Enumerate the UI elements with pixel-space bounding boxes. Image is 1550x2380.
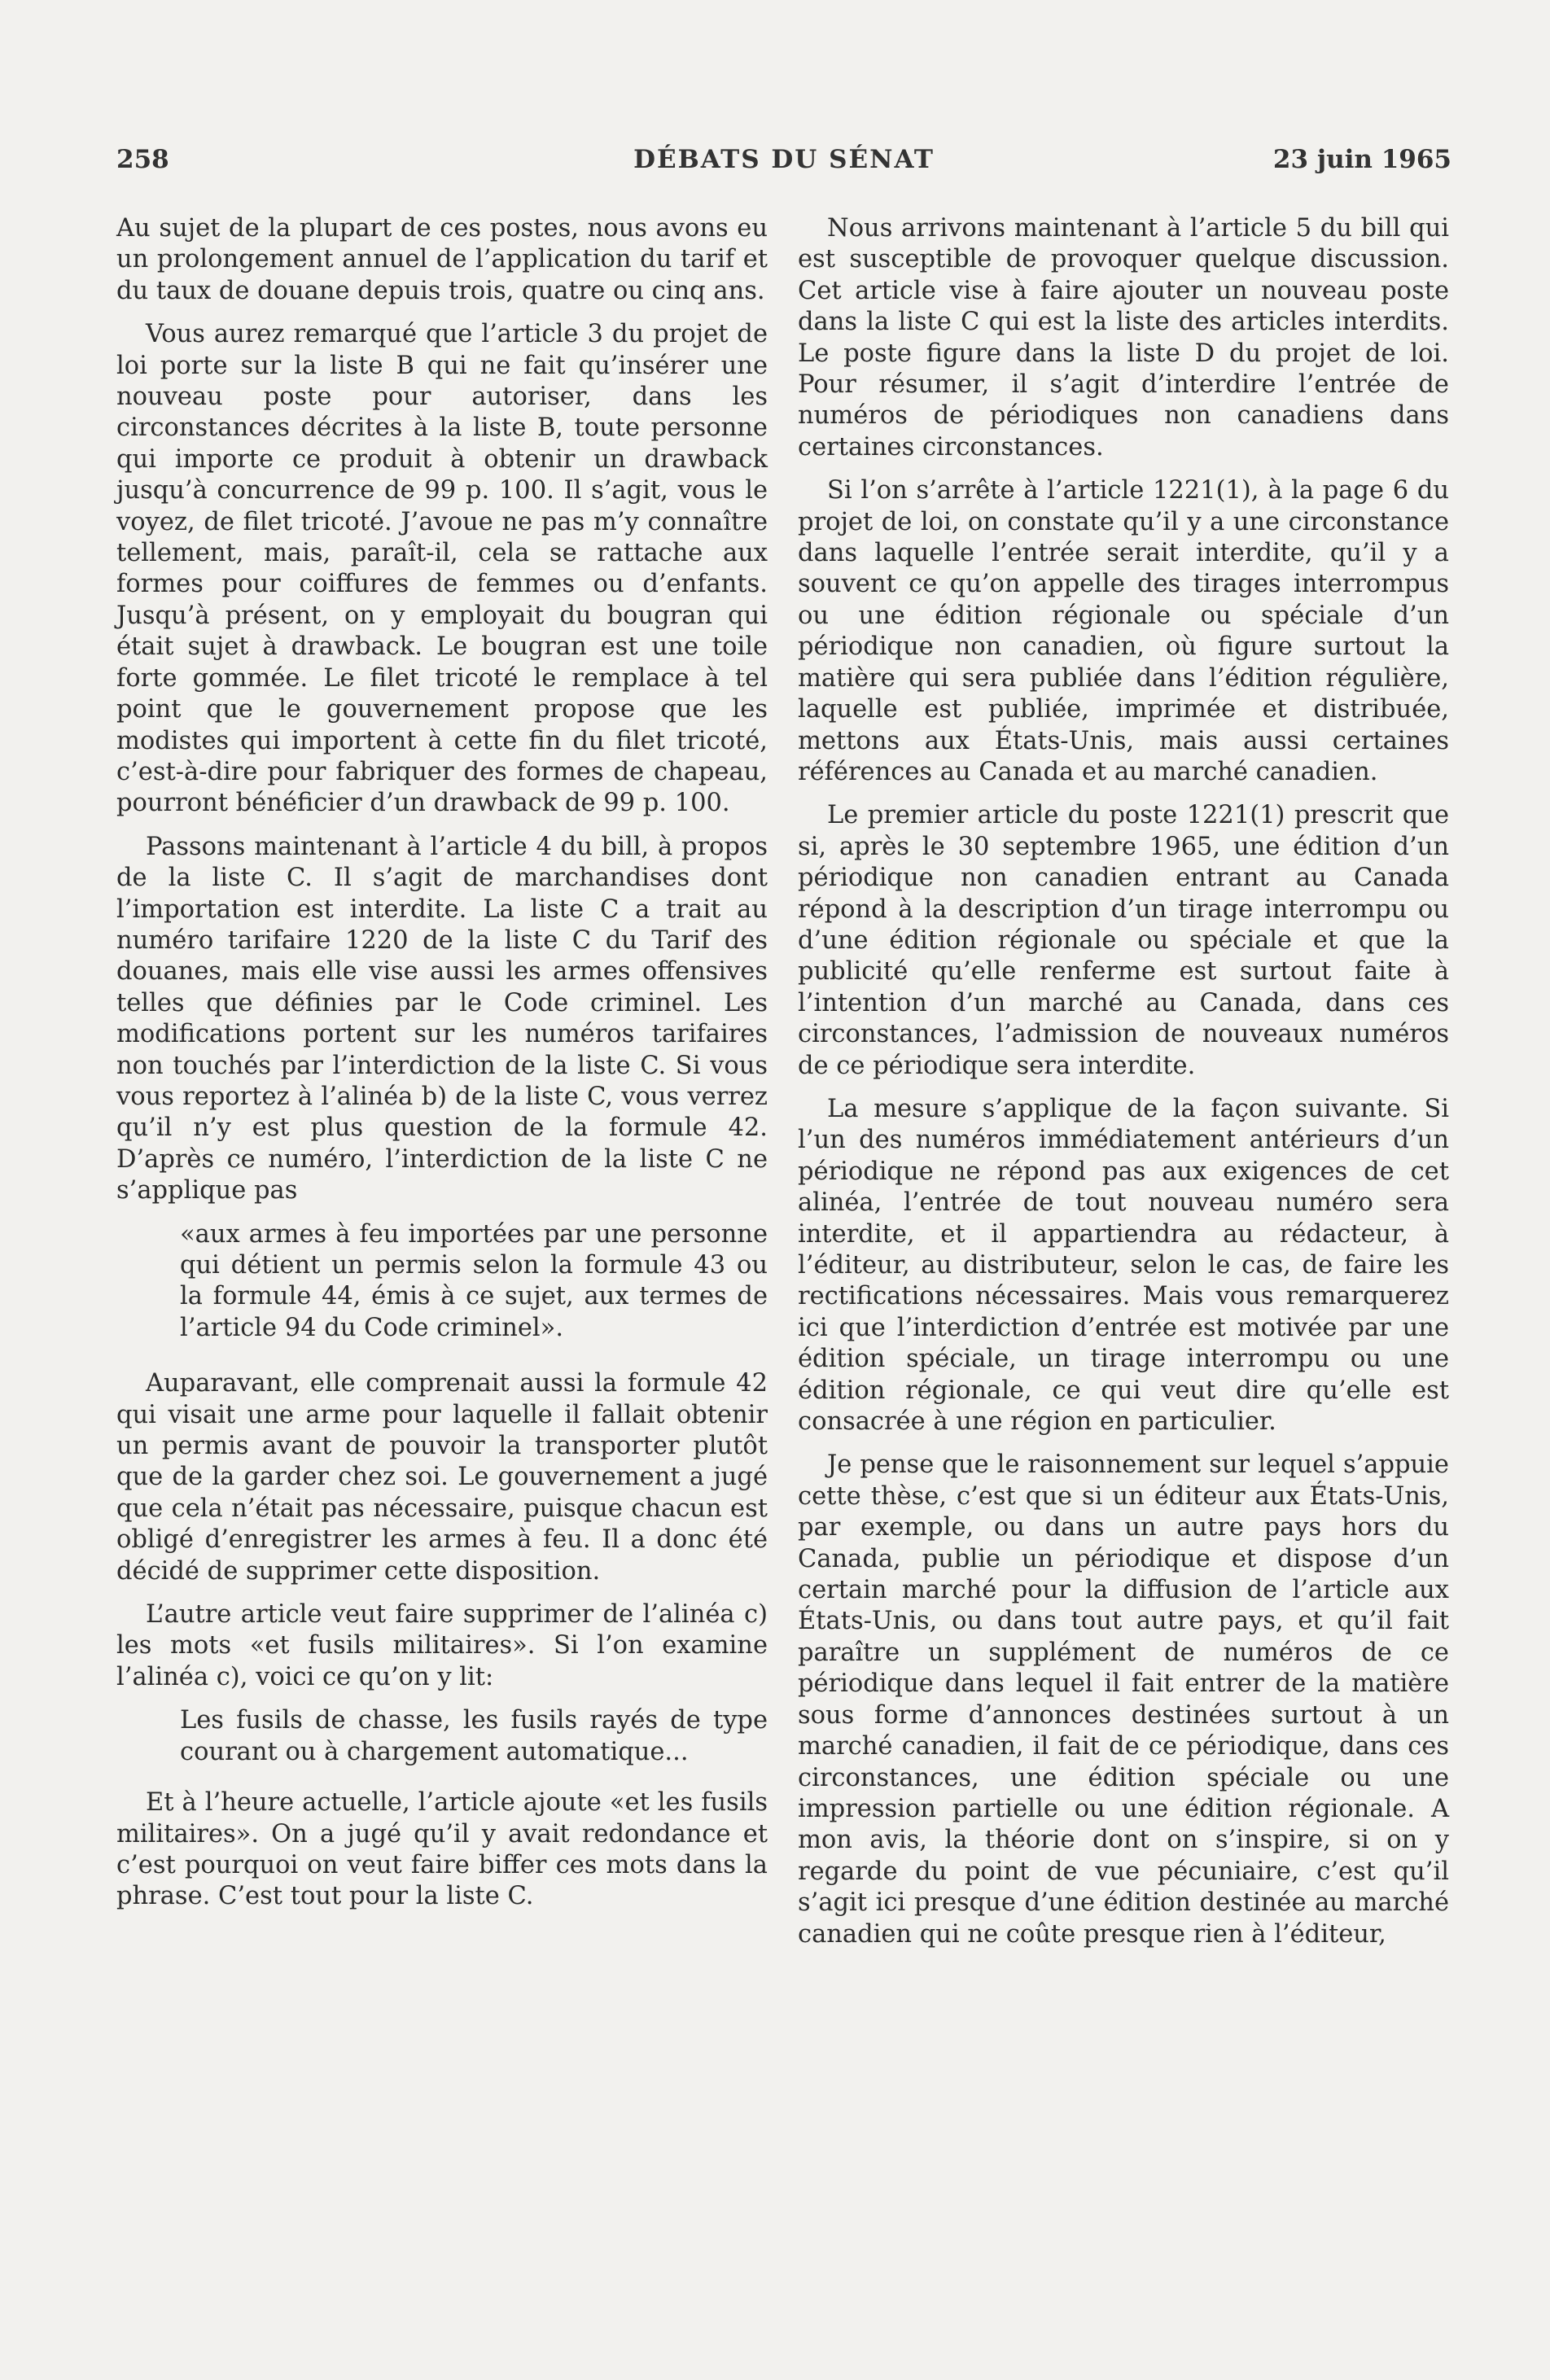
right-column (798, 213, 1449, 1962)
paragraph: Et à l’heure actuelle, l’article ajoute «et les fusils militaires». On a jugé qu’il y avait redondance et c’est pourquoi on veut faire biffer ces mots dans la phrase. C’est tout pour la liste C. (116, 1788, 768, 1911)
page-header (116, 145, 1451, 181)
paragraph: Passons maintenant à l’article 4 du bill, à propos de la liste C. Il s’agit de marchandises dont l’importation est interdite. La liste C a trait au numéro tarifaire 1220 de la liste C du Tarif des douanes, mais elle vise aussi les armes offensives telles que définies par le Code criminel. Les modifications portent sur les numéros tarifaires non touchés par l’interdiction de la liste C. Si vous vous reportez à l’alinéa b) de la liste C, vous verrez qu’il n’y est plus question de la formule 42. D’après ce numéro, l’interdiction de la liste C ne s’applique pas (116, 832, 768, 1205)
paragraph: L’autre article veut faire supprimer de l’alinéa c) les mots «et fusils militaires». Si l’on examine l’alinéa c), voici ce qu’on y lit: (116, 1600, 768, 1691)
left-column (116, 213, 768, 1925)
paragraph: Le premier article du poste 1221(1) prescrit que si, après le 30 septembre 1965, une édition d’un périodique non canadien entrant au Canada répond à la description d’un tirage interrompu ou d’une édition régionale ou spéciale et que la publicité qu’elle renferme est surtout faite à l’intention d’un marché au Canada, dans ces circonstances, l’admission de nouveaux numéros de ce périodique sera interdite. (798, 801, 1449, 1080)
publication-title: DÉBATS DU SÉNAT (633, 145, 935, 174)
paragraph: Si l’on s’arrête à l’article 1221(1), à la page 6 du projet de loi, on constate qu’il y a une circonstance dans laquelle l’entrée serait interdite, qu’il y a souvent ce qu’on appelle des tirages interrompus ou une édition régionale ou spéciale d’un périodique non canadien, où figure surtout la matière qui sera publiée dans l’édition régulière, laquelle est publiée, imprimée et distribuée, mettons aux États-Unis, mais aussi certaines références au Canada et au marché canadien. (798, 476, 1449, 786)
paragraph: Je pense que le raisonnement sur lequel s’appuie cette thèse, c’est que si un éditeur aux États-Unis, par exemple, ou dans un autre pays hors du Canada, publie un périodique et dispose d’un certain marché pour la diffusion de l’article aux États-Unis, ou dans tout autre pays, et qu’il fait paraître un supplément de numéros de ce périodique dans lequel il fait entrer de la matière sous forme d’annonces destinées surtout à un marché canadien, il fait de ce périodique, dans ces circonstances, une édition spéciale ou une impression partielle ou une édition régionale. A mon avis, la théorie dont on s’inspire, si on y regarde du point de vue pécuniaire, c’est qu’il s’agit ici presque d’une édition destinée au marché canadien qui ne coûte presque rien à l’éditeur, (798, 1450, 1449, 1949)
page-number: 258 (116, 145, 169, 174)
paragraph: La mesure s’applique de la façon suivante. Si l’un des numéros immédiatement antérieurs d’un périodique ne répond pas aux exigences de cet alinéa, l’entrée de tout nouveau numéro sera interdite, et il appartiendra au rédacteur, à l’éditeur, au distributeur, selon le cas, de faire les rectifications nécessaires. Mais vous remarquerez ici que l’interdiction d’entrée est motivée par une édition spéciale, un tirage interrompu ou une édition régionale, ce qui veut dire qu’elle est consacrée à une région en particulier. (798, 1094, 1449, 1437)
paragraph: Au sujet de la plupart de ces postes, nous avons eu un prolongement annuel de l’application du tarif et du taux de douane depuis trois, quatre ou cinq ans. (116, 214, 768, 305)
paragraph: Vous aurez remarqué que l’article 3 du projet de loi porte sur la liste B qui ne fait qu’insérer une nouveau poste pour autoriser, dans les circonstances décrites à la liste B, toute personne qui importe ce produit à obtenir un drawback jusqu’à concurrence de 99 p. 100. Il s’agit, vous le voyez, de filet tricoté. J’avoue ne pas m’y connaître tellement, mais, paraît-il, cela se rattache aux formes pour coiffures de femmes ou d’enfants. Jusqu’à présent, on y employait du bougran qui était sujet à drawback. Le bougran est une toile forte gommée. Le filet tricoté le remplace à tel point que le gouvernement propose que les modistes qui importent à cette fin du filet tricoté, c’est-à-dire pour fabriquer des formes de chapeau, pourront bénéficier d’un drawback de 99 p. 100. (116, 320, 768, 818)
paragraph: Auparavant, elle comprenait aussi la formule 42 qui visait une arme pour laquelle il fallait obtenir un permis avant de pouvoir la transporter plutôt que de la garder chez soi. Le gouvernement a jugé que cela n’était pas nécessaire, puisque chacun est obligé d’enregistrer les armes à feu. Il a donc été décidé de supprimer cette disposition. (116, 1369, 768, 1586)
page-date: 23 juin 1965 (1272, 145, 1451, 174)
block-quote: «aux armes à feu importées par une personne qui détient un permis selon la formule 43 ou la formule 44, émis à ce sujet, aux termes de l’article 94 du Code criminel». (180, 1219, 768, 1342)
paragraph: Nous arrivons maintenant à l’article 5 du bill qui est susceptible de provoquer quelque discussion. Cet article vise à faire ajouter un nouveau poste dans la liste C qui est la liste des articles interdits. Le poste figure dans la liste D du projet de loi. Pour résumer, il s’agit d’interdire l’entrée de numéros de périodiques non canadiens dans certaines circonstances. (798, 214, 1449, 462)
block-quote: Les fusils de chasse, les fusils rayés de type courant ou à chargement automatique... (180, 1706, 768, 1766)
